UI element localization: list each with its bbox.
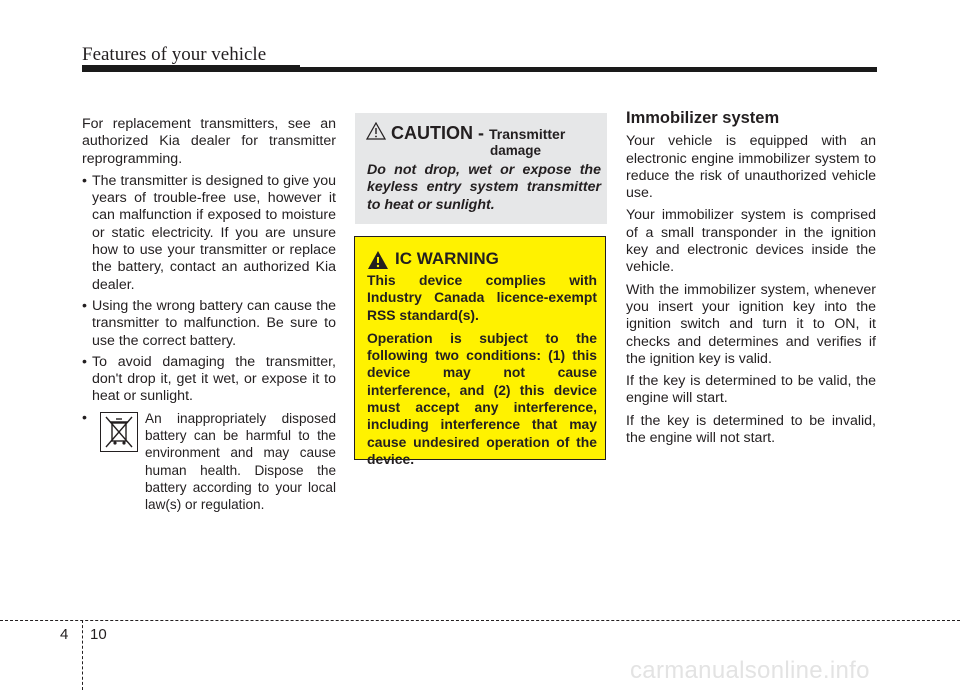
- caution-subject: Transmitter: [489, 126, 566, 142]
- bullet-dot: •: [82, 409, 87, 426]
- list-item: [82, 354, 336, 406]
- list-item: [82, 173, 336, 294]
- caution-body: Do not drop, wet or expose the keyless entry system transmitter to heat or sunlight.: [367, 162, 601, 213]
- ic-warning-box: [354, 236, 606, 467]
- caution-title: [391, 123, 565, 144]
- header-rule: [82, 67, 877, 72]
- battery-disposal-item: [82, 410, 336, 514]
- chapter-number: 4: [60, 626, 69, 643]
- paragraph: With the immobilizer system, whenever you insert your ignition key into the ignition switch and turn it to ON, it checks and determines and verifies if the ignition key is valid.: [626, 281, 876, 367]
- warning-title: IC WARNING: [395, 249, 499, 268]
- warning-triangle-icon: [367, 250, 389, 270]
- page-header-title: Features of your vehicle: [82, 44, 267, 65]
- bullet-dot: •: [82, 297, 87, 314]
- footer-vertical-divider: [82, 620, 84, 690]
- left-column: [82, 116, 336, 518]
- footer-divider: [0, 620, 960, 621]
- watermark: carmanualsonline.info: [630, 657, 870, 684]
- caution-triangle-icon: [366, 122, 386, 140]
- warning-paragraph: This device complies with Industry Canada licence-exempt RSS standard(s).: [367, 272, 597, 323]
- warning-body: [367, 272, 597, 474]
- caution-label: CAUTION -: [391, 123, 484, 143]
- page-number: 10: [90, 626, 107, 643]
- caution-subject-line2: damage: [490, 143, 542, 158]
- paragraph: Your immobilizer system is comprised of a small transponder in the ignition key and electronic devices inside the vehicle.: [626, 207, 876, 276]
- right-column: [626, 110, 876, 452]
- paragraph: If the key is determined to be invalid, the engine will not start.: [626, 412, 876, 447]
- paragraph: Your vehicle is equipped with an electronic engine immobilizer system to reduce the risk of unauthorized vehicle use.: [626, 133, 876, 202]
- battery-disposal-text: An inappropriately disposed battery can be harmful to the environment and may cause human health. Dispose the battery according to your local law(s) or regulation.: [145, 410, 336, 513]
- warning-paragraph: Operation is subject to the following two conditions: (1) this device may not cause interference, and (2) this device must accept any interference, including interference that may cause undesired operation of the device.: [367, 329, 597, 467]
- bullet-text: Using the wrong battery can cause the transmitter to malfunction. Be sure to use the correct battery.: [92, 297, 336, 349]
- bullet-dot: •: [82, 172, 87, 189]
- intro-paragraph: For replacement transmitters, see an authorized Kia dealer for transmitter reprogramming.: [82, 116, 336, 167]
- section-heading: Immobilizer system: [626, 109, 780, 127]
- caution-box: [355, 113, 607, 224]
- paragraph: If the key is determined to be valid, the engine will start.: [626, 373, 876, 407]
- bullet-text: The transmitter is designed to give you years of trouble-free use, however it can malfunction if exposed to moisture or static electricity. If you are unsure how to use your transmitter or replace the battery, contact an authorized Kia dealer.: [92, 172, 336, 293]
- list-item: [82, 298, 336, 350]
- crossed-bin-icon: [100, 412, 138, 452]
- bullet-list: [82, 173, 336, 514]
- bullet-dot: •: [82, 353, 87, 370]
- bullet-text: To avoid damaging the transmitter, don't drop it, get it wet, or expose it to heat or sunlight.: [92, 353, 336, 405]
